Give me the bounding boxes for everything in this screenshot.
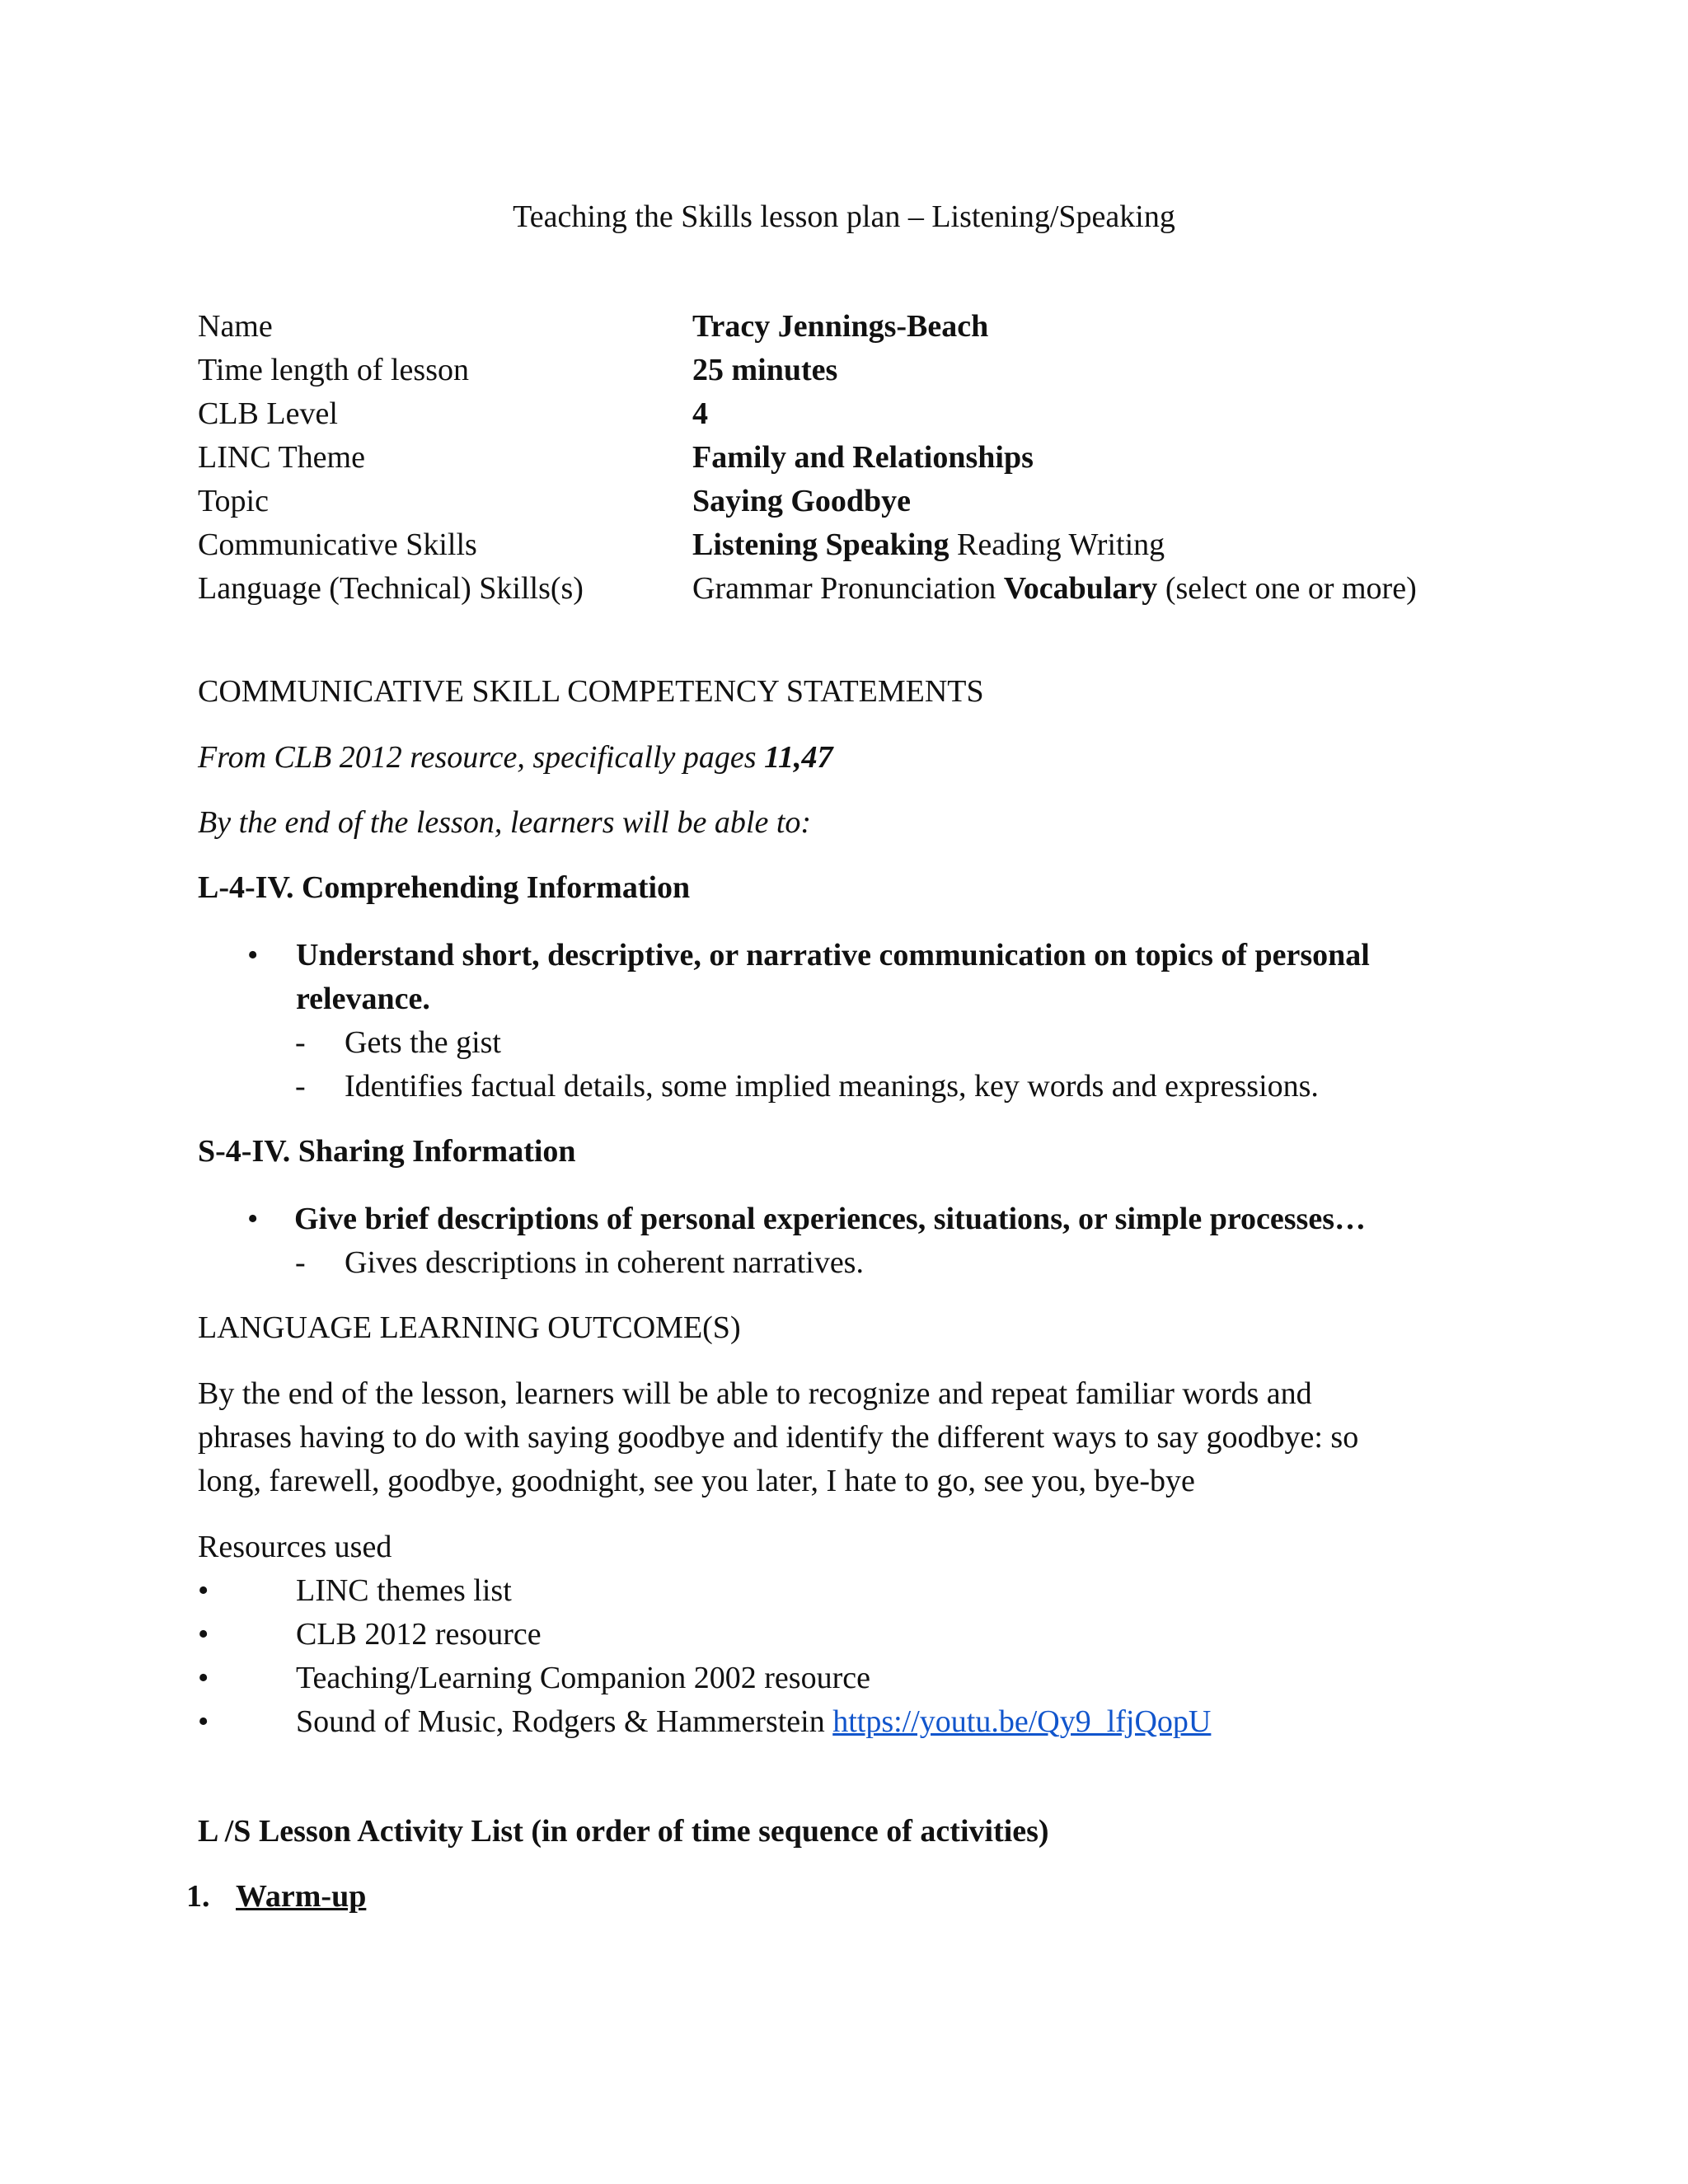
competency-source [198,736,832,780]
info-value: Tracy Jennings-Beach [692,309,989,344]
lang-plain: Grammar Pronunciation [692,571,996,606]
resource-item-with-link [296,1700,1211,1744]
activity-number: 1. [186,1879,210,1914]
lang-vocabulary: Vocabulary [1003,571,1158,606]
competency-by-end: By the end of the lesson, learners will be able to: [198,805,812,840]
listening-heading: L-4-IV. Comprehending Information [198,870,691,905]
youtube-link[interactable]: https://youtu.be/Qy9_lfjQopU [832,1704,1212,1739]
resource-item: Sound of Music, Rodgers & Hammerstein [296,1704,825,1739]
resource-item: Teaching/Learning Companion 2002 resource [296,1661,870,1695]
listening-bullet-line2: relevance. [296,982,430,1016]
resource-item: CLB 2012 resource [296,1617,542,1652]
listening-sub2: Identifies factual details, some implied meanings, key words and expressions. [345,1069,1319,1104]
bullet-dot: • [198,1661,209,1695]
bullet-dot: • [198,1573,209,1608]
info-label: Topic [198,484,269,518]
info-value: Family and Relationships [692,440,1034,475]
bullet-dot: • [198,1704,209,1739]
outcomes-line: By the end of the lesson, learners will be able to recognize and repeat familiar words and [198,1376,1312,1411]
outcomes-line: long, farewell, goodbye, goodnight, see you later, I hate to go, see you, bye-bye [198,1464,1195,1498]
activity-warm-up: Warm-up [236,1879,367,1914]
bullet-dot: • [198,1617,209,1652]
competency-source-text: From CLB 2012 resource, specifically pages [198,740,757,775]
listening-sub1: Gets the gist [345,1025,501,1060]
bullet-dot: • [247,1202,259,1236]
lang-note: (select one or more) [1165,571,1417,606]
info-label: CLB Level [198,396,338,431]
info-value [692,567,1417,611]
page-title: Teaching the Skills lesson plan – Listening/Speaking [513,199,1175,234]
dash-marker: - [295,1025,306,1060]
info-value: 4 [692,396,708,431]
activities-heading: L /S Lesson Activity List (in order of time sequence of activities) [198,1814,1049,1849]
info-value: Saying Goodbye [692,484,912,518]
comm-listening: Listening [692,527,818,562]
dash-marker: - [295,1069,306,1104]
speaking-heading: S-4-IV. Sharing Information [198,1134,576,1169]
info-label: Name [198,309,273,344]
info-value [692,523,1165,567]
info-value: 25 minutes [692,353,838,387]
info-label: Time length of lesson [198,353,469,387]
speaking-sub1: Gives descriptions in coherent narratives. [345,1245,864,1280]
resources-heading: Resources used [198,1530,392,1564]
comm-speaking: Speaking [825,527,950,562]
speaking-bullet: Give brief descriptions of personal experiences, situations, or simple processes… [294,1202,1366,1236]
competency-heading: COMMUNICATIVE SKILL COMPETENCY STATEMENTS [198,674,984,709]
outcomes-line: phrases having to do with saying goodbye and identify the different ways to say goodbye: so [198,1420,1359,1455]
listening-bullet-line1: Understand short, descriptive, or narrative communication on topics of personal [296,938,1370,972]
dash-marker: - [295,1245,306,1280]
info-label: LINC Theme [198,440,365,475]
info-label: Communicative Skills [198,527,477,562]
bullet-dot: • [247,938,259,972]
comm-rest: Reading Writing [957,527,1165,562]
competency-source-pages: 11,47 [764,740,833,775]
info-label: Language (Technical) Skills(s) [198,571,584,606]
outcomes-heading: LANGUAGE LEARNING OUTCOME(S) [198,1310,741,1345]
resource-item: LINC themes list [296,1573,512,1608]
